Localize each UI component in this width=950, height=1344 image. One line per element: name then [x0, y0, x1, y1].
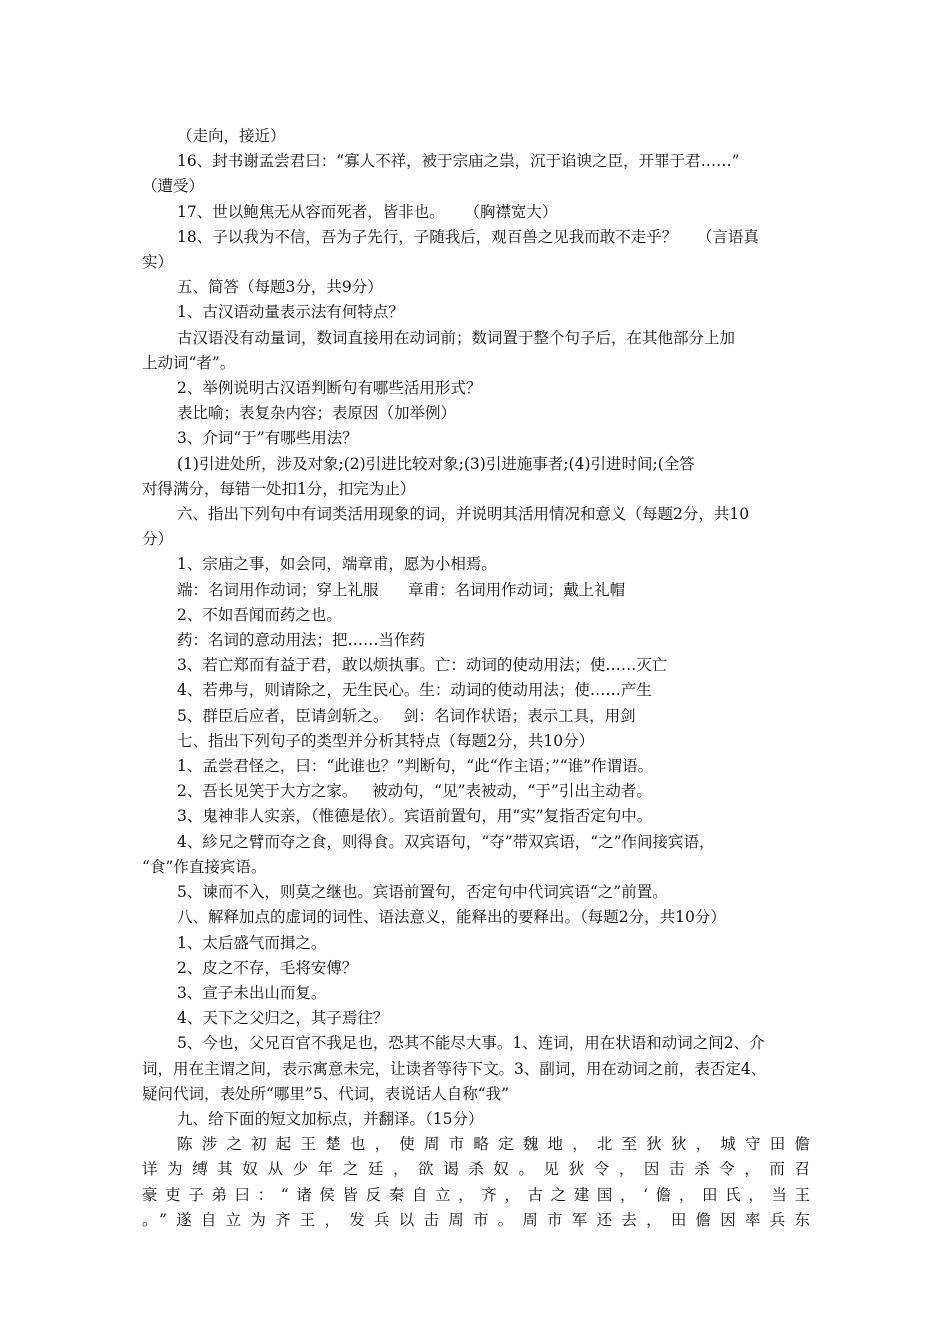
- text-line: 1、宗庙之事，如会同，端章甫，愿为小相焉。: [177, 555, 497, 574]
- text-line: 古汉语没有动量词，数词直接用在动词前；数词置于整个句子后，在其他部分上加: [177, 328, 736, 347]
- text-line: 端：名词用作动词；穿上礼服 章甫：名词用作动词；戴上礼帽: [177, 580, 626, 599]
- text-line: 1、古汉语动量表示法有何特点？: [177, 303, 404, 322]
- text-line: (1)引进处所，涉及对象;(2)引进比较对象;(3)引进施事者;(4)引进时间;(全答: [177, 454, 695, 473]
- text-line: 对得满分，每错一处扣1分，扣完为止）: [142, 479, 416, 498]
- text-line: 3、若亡郑而有益于君，敢以烦执事。亡：动词的使动用法；使……灭亡: [177, 656, 668, 675]
- text-line: 八、解释加点的虚词的词性、语法意义，能释出的要释出。（每题2分，共10分）: [177, 908, 726, 927]
- text-line: 词，用在主谓之间，表示寓意未完，让读者等待下文。3、副词，用在动词之前，表否定4、: [142, 1059, 767, 1078]
- text-line: 18、子以我为不信，吾为子先行，子随我后，观百兽之见我而敢不走乎？ （言语真: [177, 227, 759, 246]
- text-line: 3、宣子未出山而复。: [177, 983, 327, 1002]
- text-line: 。”遂自立为齐王，发兵以击周市。周市军还去，田儋因率兵东: [142, 1210, 810, 1229]
- text-line: 5、谏而不入，则莫之继也。宾语前置句，否定句中代词宾语“之”前置。: [177, 883, 668, 902]
- text-line: 2、皮之不存，毛将安傅？: [177, 958, 358, 977]
- text-line: 3、介词“于”有哪些用法？: [177, 429, 358, 448]
- text-line: 1、太后盛气而揖之。: [177, 933, 327, 952]
- text-line: 3、鬼神非人实亲，（惟德是依）。宾语前置句，用“实”复指否定句中。: [177, 807, 653, 826]
- text-line: 16、封书谢孟尝君曰：“寡人不祥，被于宗庙之祟，沉于谄谀之臣，开罪于君……”: [177, 152, 740, 171]
- text-line: 药：名词的意动用法；把……当作药: [177, 631, 426, 650]
- text-line: 分）: [142, 530, 174, 549]
- text-line: 2、举例说明古汉语判断句有哪些活用形式？: [177, 379, 482, 398]
- text-line: 实）: [142, 253, 174, 272]
- text-line: 上动词“者”。: [142, 353, 236, 372]
- text-line: 详为缚其奴从少年之廷，欲谒杀奴。见狄令，因击杀令，而召: [142, 1160, 810, 1179]
- text-line: 4、天下之父归之，其子焉往？: [177, 1009, 389, 1028]
- text-line: 1、孟尝君怪之，曰：“此谁也？”判断句，“此“作主语；”“谁”作谓语。: [177, 757, 654, 776]
- text-line: 表比喻；表复杂内容；表原因（加举例）: [177, 404, 457, 423]
- text-line: 六、指出下列句中有词类活用现象的词，并说明其活用情况和意义（每题2分，共10: [177, 505, 750, 524]
- text-line: 九、给下面的短文加标点，并翻译。（15分）: [177, 1109, 484, 1128]
- text-line: （遭受）: [142, 177, 205, 196]
- text-line: 疑问代词，表处所“哪里”5、代词，表说话人自称“我”: [142, 1084, 510, 1103]
- text-line: 17、世以鲍焦无从容而死者，皆非也。 （胸襟宽大）: [177, 202, 558, 221]
- document-body: [142, 124, 810, 1233]
- text-line: 七、指出下列句子的类型并分析其特点（每题2分，共10分）: [177, 731, 595, 750]
- text-line: （走向，接近）: [177, 127, 286, 145]
- text-line: 4、紾兄之臂而夺之食，则得食。双宾语句，“夺”带双宾语，“之”作间接宾语，: [177, 832, 715, 851]
- text-line: 5、今也，父兄百官不我足也，恐其不能尽大事。1、连词，用在状语和动词之间2、介: [177, 1034, 765, 1053]
- text-line: 2、吾长见笑于大方之家。 被动句，“见”表被动，“于”引出主动者。: [177, 782, 652, 801]
- text-line: 陈涉之初起王楚也，使周市略定魏地，北至狄狄，城守田儋: [177, 1135, 810, 1154]
- text-line: “食”作直接宾语。: [142, 857, 267, 876]
- text-line: 豪吏子弟曰：“诸侯皆反秦自立，齐，古之建国，‘儋，田氏，当王: [142, 1185, 810, 1204]
- text-line: 五、简答（每题3分，共9分）: [177, 278, 383, 297]
- text-line: 2、不如吾闻而药之也。: [177, 605, 342, 624]
- text-line: 4、若弗与，则请除之，无生民心。生：动词的使动用法；使……产生: [177, 681, 652, 700]
- text-line: 5、群臣后应者，臣请剑斩之。 剑：名词作状语；表示工具，用剑: [177, 706, 636, 725]
